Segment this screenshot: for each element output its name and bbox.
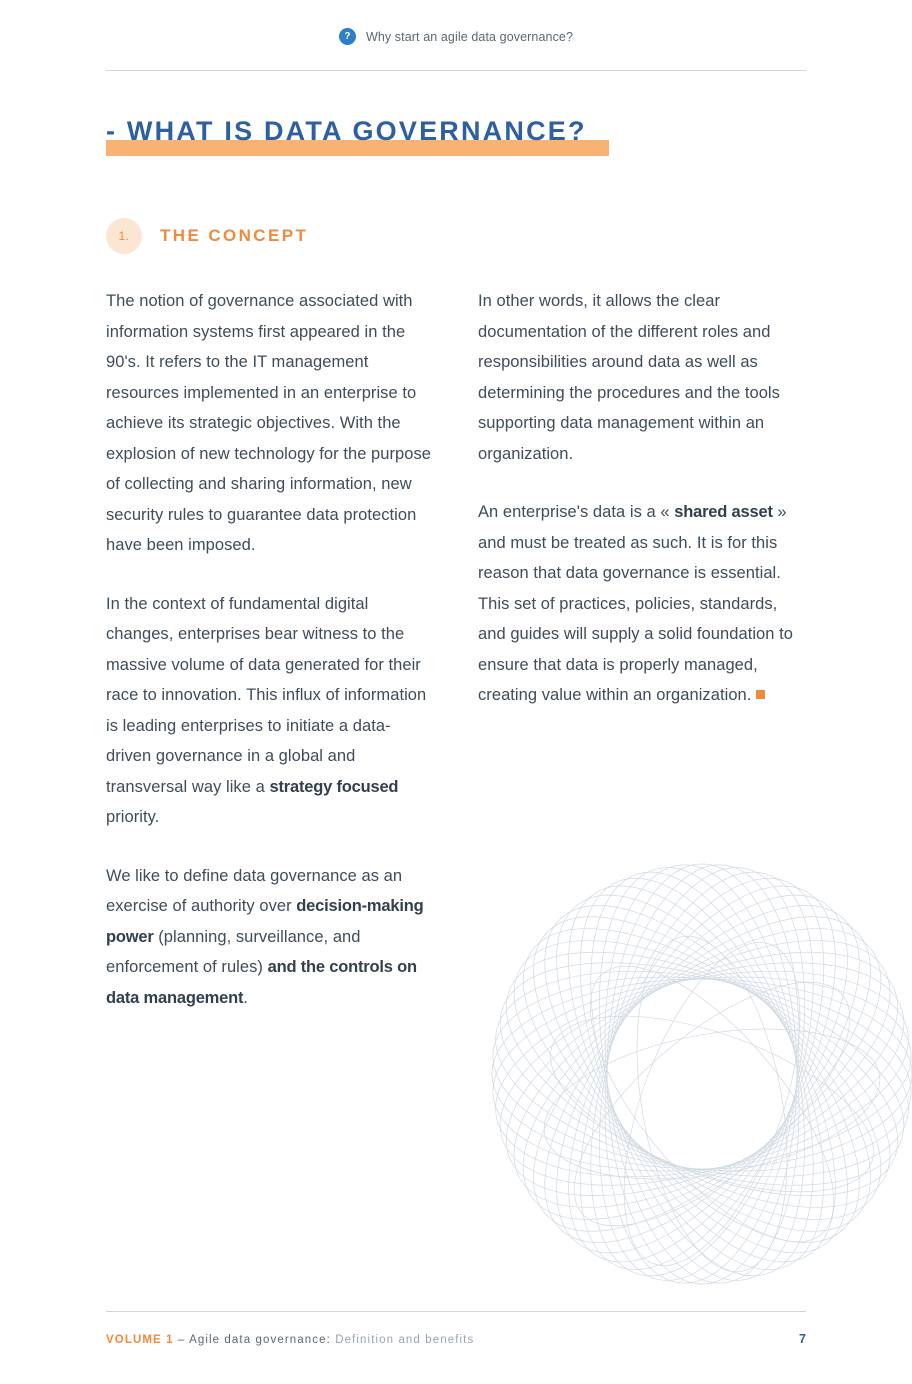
body-columns [106, 286, 806, 1041]
header-divider [106, 70, 806, 71]
paragraph [106, 589, 434, 833]
footer-divider [106, 1311, 806, 1312]
body-text: In other words, it allows the clear documentation of the different roles and responsibilities around data as well as determining the procedures and the tools supporting data management within an organization. [478, 292, 780, 463]
paragraph [106, 861, 434, 1014]
section-number-badge: 1. [106, 218, 142, 254]
paragraph [478, 286, 806, 469]
body-text: An enterprise's data is a « [478, 503, 675, 521]
right-column [478, 286, 806, 1041]
header-inner [339, 28, 573, 45]
page-title-block [106, 118, 806, 145]
emphasized-text: shared asset [674, 503, 773, 521]
emphasized-text: and the controls on data management [106, 958, 417, 1007]
page-footer [106, 1332, 806, 1346]
page-number: 7 [799, 1332, 806, 1346]
page-header [106, 28, 806, 76]
body-text: priority. [106, 808, 160, 826]
footer-volume: VOLUME 1 [106, 1334, 174, 1346]
body-text: (planning, surveillance, and enforcement of rules) [106, 927, 361, 976]
page-title: - WHAT IS DATA GOVERNANCE? [106, 116, 587, 146]
body-text: The notion of governance associated with information systems first appeared in the 90's. It refers to the IT management resources implemented in an enterprise to achieve its strategic objectives. With the explosion of new technology for the purpose of collecting and sharing information, new security rules to guarantee data protection have been imposed. [106, 292, 432, 554]
paragraph [106, 286, 434, 561]
header-title: Why start an agile data governance? [365, 29, 574, 44]
body-text: In the context of fundamental digital changes, enterprises bear witness to the massive volume of data generated for their race to innovation. This influx of information is leading enterprises to initiate a data-driven governance in a global and transversal way like a [106, 594, 427, 796]
question-mark-icon: ? [339, 28, 356, 45]
section-title: THE CONCEPT [160, 226, 309, 245]
footer-document: Agile data governance: [189, 1334, 331, 1346]
footer-subtitle: Definition and benefits [335, 1334, 475, 1346]
footer-dash: – [177, 1334, 186, 1346]
paragraph [478, 497, 806, 711]
body-text: . [243, 988, 248, 1007]
body-text: » and must be treated as such. It is for this reason that data governance is essential. This set of practices, policies, standards, and guides will supply a solid foundation to ensure that data is properly managed, creating value within an organization. [478, 503, 793, 704]
section-heading [106, 218, 308, 254]
body-text: We like to define data governance as an exercise of authority over [106, 866, 403, 915]
emphasized-text: strategy focused [269, 777, 399, 796]
end-of-section-marker [756, 690, 765, 699]
left-column [106, 286, 434, 1041]
footer-text [106, 1334, 474, 1346]
emphasized-text: decision-making power [106, 897, 424, 946]
